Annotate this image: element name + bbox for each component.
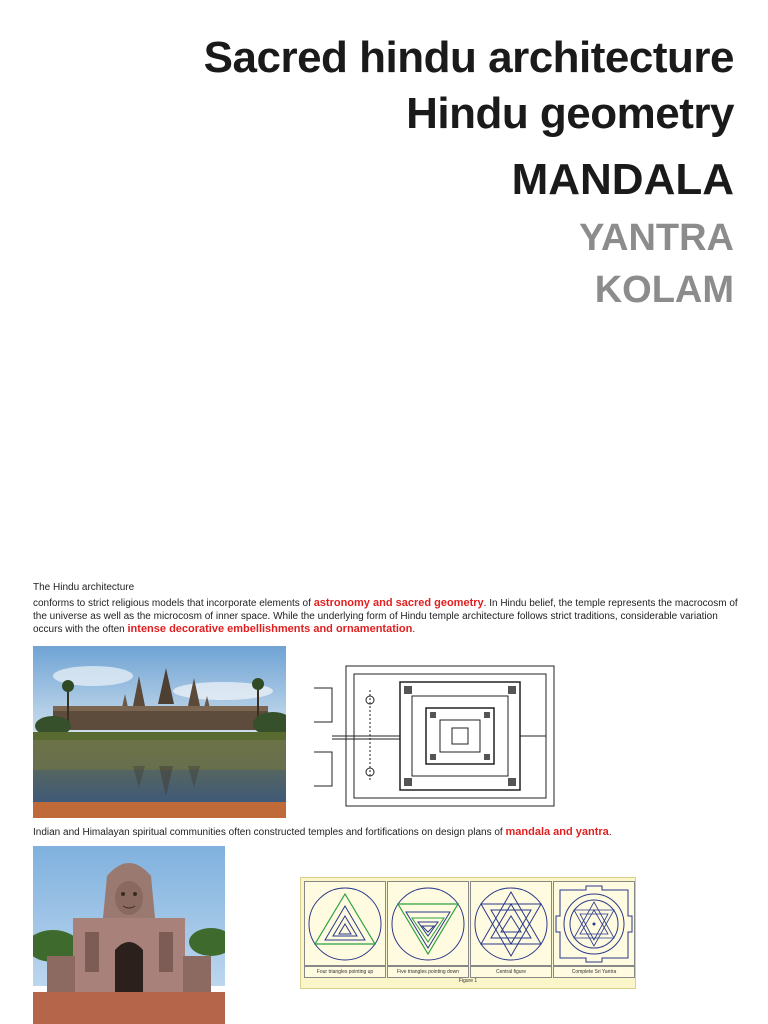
highlight-ornamentation: intense decorative embellishments and ornamentation — [127, 623, 413, 635]
mandala-caption — [33, 826, 738, 838]
highlight-astronomy: astronomy and sacred geometry — [313, 597, 484, 609]
yantra-label-3: Central figure — [470, 966, 552, 978]
title-line-2: Hindu geometry — [406, 89, 734, 138]
yantra-panel-4 — [553, 881, 635, 966]
title-yantra: YANTRA — [579, 217, 734, 259]
yantra-label-1: Four triangles pointing up — [304, 966, 386, 978]
yantra-panel-2 — [387, 881, 469, 966]
yantra-panel-1 — [304, 881, 386, 966]
title-mandala: MANDALA — [511, 155, 734, 204]
caption-end: . — [608, 827, 612, 838]
temple-plan-drawing — [312, 660, 557, 810]
yantra-panel-3 — [470, 881, 552, 966]
highlight-mandala-yantra: mandala and yantra — [505, 826, 609, 838]
title-kolam: KOLAM — [594, 269, 734, 311]
intro-lead: The Hindu architecture — [33, 582, 135, 593]
caption-text: Indian and Himalayan spiritual communities often constructed temples and fortifications on design plans of — [33, 827, 506, 838]
yantra-figure-panel — [300, 877, 636, 989]
yantra-label-2: Five triangles pointing down — [387, 966, 469, 978]
angkor-wat-photo — [33, 646, 286, 818]
yantra-label-4: Complete Sri Yantra — [553, 966, 635, 978]
temple-gate-photo — [33, 846, 225, 1024]
intro-text-3: . — [412, 624, 416, 635]
intro-paragraph — [33, 581, 738, 636]
figure-label: Figure 1 — [458, 978, 478, 984]
title-line-1: Sacred hindu architecture — [203, 33, 734, 82]
intro-text-2: . In Hindu belief, the temple represents the macrocosm of the universe as well as the microcosm of inner space. While the underlying form of Hindu temple architecture follows strict traditions, considerable variation occurs with the often — [33, 598, 738, 635]
intro-text-1: conforms to strict religious models that incorporate elements of — [33, 598, 314, 609]
title-block — [204, 30, 734, 316]
